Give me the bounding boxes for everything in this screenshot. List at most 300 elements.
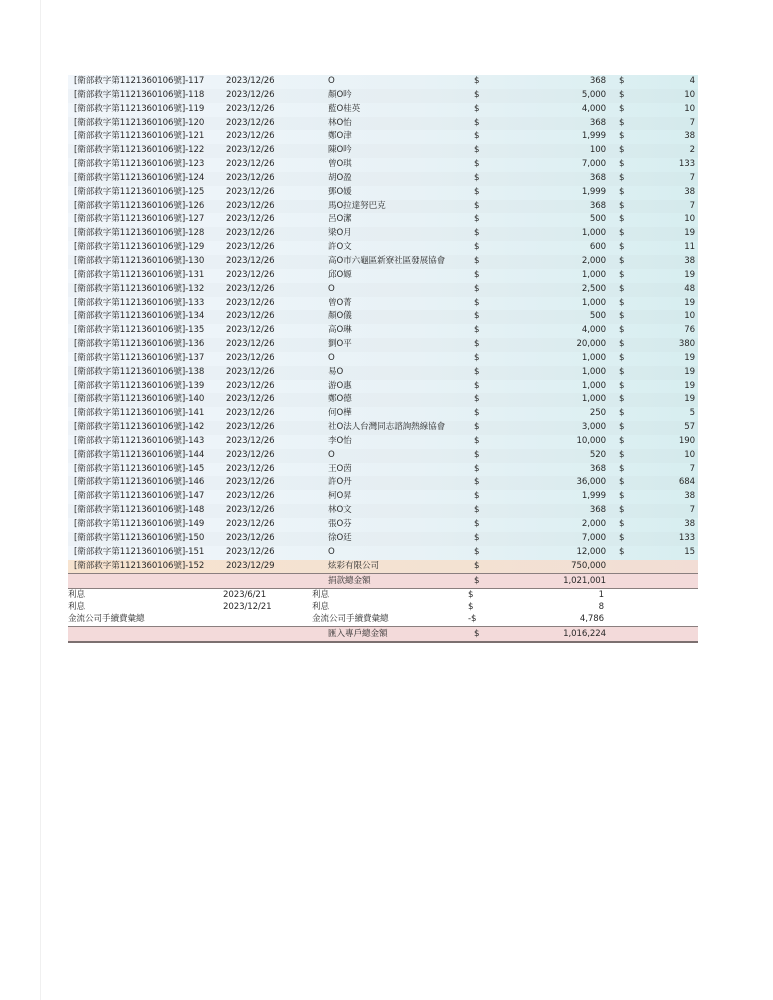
record-id: [衛部救字第1121360106號]-132 bbox=[74, 283, 205, 294]
donor-name: 張O芬 bbox=[328, 519, 352, 529]
currency-symbol-secondary: $ bbox=[619, 283, 625, 294]
account-total-row bbox=[68, 626, 698, 643]
record-date: 2023/12/26 bbox=[226, 449, 275, 460]
donation-count: 76 bbox=[684, 325, 695, 336]
record-id: [衛部救字第1121360106號]-145 bbox=[74, 463, 205, 474]
donation-amount: 368 bbox=[589, 172, 606, 183]
table-row bbox=[68, 255, 698, 269]
donation-count: 7 bbox=[689, 505, 695, 516]
table-row bbox=[68, 269, 698, 283]
table-row bbox=[68, 241, 698, 255]
currency-symbol: $ bbox=[474, 311, 480, 322]
donation-count: 19 bbox=[684, 228, 695, 239]
table-row bbox=[68, 490, 698, 504]
currency-symbol: $ bbox=[474, 422, 480, 433]
donor-name: O bbox=[328, 352, 335, 363]
record-date: 2023/12/26 bbox=[226, 394, 275, 405]
donor-name: 鄭O津 bbox=[328, 131, 352, 142]
record-date: 2023/12/26 bbox=[226, 242, 275, 253]
donation-count: 19 bbox=[684, 269, 695, 280]
currency-symbol: $ bbox=[474, 380, 480, 391]
table-row bbox=[68, 283, 698, 297]
table-row bbox=[68, 130, 698, 144]
donation-amount: 1,000 bbox=[581, 269, 606, 280]
donation-count: 190 bbox=[678, 435, 695, 446]
currency-symbol: $ bbox=[474, 628, 480, 639]
adjustment-date: 2023/12/21 bbox=[223, 601, 272, 612]
record-date: 2023/12/26 bbox=[226, 546, 275, 557]
currency-symbol: $ bbox=[474, 491, 480, 502]
table-row bbox=[68, 310, 698, 324]
donor-name: 曾O琪 bbox=[328, 159, 352, 170]
currency-symbol-secondary: $ bbox=[619, 339, 625, 350]
currency-symbol-secondary: $ bbox=[619, 532, 625, 543]
record-id: [衛部救字第1121360106號]-131 bbox=[74, 269, 205, 280]
record-date: 2023/12/26 bbox=[226, 505, 275, 516]
table-row bbox=[68, 117, 698, 131]
donor-name: 陳O吟 bbox=[328, 145, 352, 156]
donation-rows bbox=[68, 75, 698, 560]
donation-amount: 368 bbox=[589, 200, 606, 211]
currency-symbol: $ bbox=[474, 477, 480, 488]
donation-amount: 2,000 bbox=[581, 255, 606, 266]
donor-name: 高O琳 bbox=[328, 325, 352, 336]
donor-name: 顏O儀 bbox=[328, 311, 352, 322]
adjustment-item: 利息 bbox=[68, 589, 85, 600]
table-row bbox=[68, 380, 698, 394]
donation-count: 7 bbox=[689, 117, 695, 128]
table-row bbox=[68, 352, 698, 366]
donor-name: 游O惠 bbox=[328, 380, 352, 391]
currency-symbol: $ bbox=[474, 532, 480, 543]
currency-symbol-secondary: $ bbox=[619, 477, 625, 488]
currency-symbol: $ bbox=[474, 297, 480, 308]
donor-name: 社O法人台灣同志諮詢熱線協會 bbox=[328, 422, 446, 433]
donation-amount: 2,000 bbox=[581, 519, 606, 529]
donation-count: 19 bbox=[684, 380, 695, 391]
record-date: 2023/12/26 bbox=[226, 297, 275, 308]
table-row bbox=[68, 407, 698, 421]
currency-symbol: $ bbox=[474, 435, 480, 446]
record-date: 2023/12/26 bbox=[226, 463, 275, 474]
donation-amount: 2,500 bbox=[581, 283, 606, 294]
currency-symbol-secondary: $ bbox=[619, 352, 625, 363]
table-row bbox=[68, 449, 698, 463]
currency-symbol-secondary: $ bbox=[619, 422, 625, 433]
table-row bbox=[68, 504, 698, 518]
currency-symbol: $ bbox=[474, 339, 480, 350]
donor-name: 炫彩有限公司 bbox=[328, 560, 379, 571]
donation-amount: 520 bbox=[589, 449, 606, 460]
donor-name: O bbox=[328, 283, 335, 294]
record-id: [衛部救字第1121360106號]-134 bbox=[74, 311, 205, 322]
record-id: [衛部救字第1121360106號]-128 bbox=[74, 228, 205, 239]
currency-symbol: $ bbox=[468, 601, 474, 612]
currency-symbol: $ bbox=[474, 172, 480, 183]
donation-count: 38 bbox=[684, 131, 695, 142]
currency-symbol: $ bbox=[474, 394, 480, 405]
donation-ledger-table bbox=[68, 75, 698, 643]
record-id: [衛部救字第1121360106號]-150 bbox=[74, 532, 205, 543]
currency-symbol-secondary: $ bbox=[619, 103, 625, 114]
record-id: [衛部救字第1121360106號]-144 bbox=[74, 449, 205, 460]
record-id: [衛部救字第1121360106號]-119 bbox=[74, 103, 205, 114]
record-id: [衛部救字第1121360106號]-148 bbox=[74, 505, 205, 516]
table-row bbox=[68, 103, 698, 117]
account-total-amount: 1,016,224 bbox=[563, 628, 606, 639]
currency-symbol-secondary: $ bbox=[619, 76, 625, 86]
donor-name: 王O茵 bbox=[328, 463, 352, 474]
donation-amount: 36,000 bbox=[576, 477, 606, 488]
currency-symbol-secondary: $ bbox=[619, 200, 625, 211]
record-date: 2023/12/26 bbox=[226, 532, 275, 543]
currency-symbol-secondary: $ bbox=[619, 228, 625, 239]
table-row bbox=[68, 476, 698, 490]
currency-symbol: $ bbox=[474, 186, 480, 197]
donation-amount: 368 bbox=[589, 117, 606, 128]
currency-symbol-secondary: $ bbox=[619, 519, 625, 529]
donation-amount: 750,000 bbox=[571, 560, 606, 571]
currency-symbol-secondary: $ bbox=[619, 242, 625, 253]
adjustment-date: 2023/6/21 bbox=[223, 589, 267, 600]
currency-symbol-secondary: $ bbox=[619, 145, 625, 156]
record-id: [衛部救字第1121360106號]-117 bbox=[74, 76, 205, 86]
donor-name: 胡O盈 bbox=[328, 172, 352, 183]
currency-symbol: $ bbox=[474, 505, 480, 516]
donation-amount: 20,000 bbox=[576, 339, 606, 350]
currency-symbol-secondary: $ bbox=[619, 491, 625, 502]
record-id: [衛部救字第1121360106號]-129 bbox=[74, 242, 205, 253]
table-row bbox=[68, 213, 698, 227]
donation-amount: 368 bbox=[589, 76, 606, 86]
record-id: [衛部救字第1121360106號]-121 bbox=[74, 131, 205, 142]
donation-amount: 100 bbox=[589, 145, 606, 156]
record-date: 2023/12/26 bbox=[226, 117, 275, 128]
adjustment-amount: 8 bbox=[598, 601, 604, 612]
donation-total-label: 捐款總金額 bbox=[328, 575, 371, 586]
record-id: [衛部救字第1121360106號]-133 bbox=[74, 297, 205, 308]
donor-name: 李O怡 bbox=[328, 435, 352, 446]
currency-symbol-secondary: $ bbox=[619, 269, 625, 280]
donation-count: 10 bbox=[684, 103, 695, 114]
record-id: [衛部救字第1121360106號]-135 bbox=[74, 325, 205, 336]
donation-amount: 1,000 bbox=[581, 352, 606, 363]
donation-count: 7 bbox=[689, 172, 695, 183]
table-row bbox=[68, 144, 698, 158]
adjustment-row bbox=[68, 589, 698, 601]
donation-amount: 1,000 bbox=[581, 394, 606, 405]
donation-amount: 368 bbox=[589, 463, 606, 474]
donation-amount: 1,000 bbox=[581, 366, 606, 377]
record-date: 2023/12/26 bbox=[226, 339, 275, 350]
record-id: [衛部救字第1121360106號]-122 bbox=[74, 145, 205, 156]
donor-name: 邱O嫄 bbox=[328, 269, 352, 280]
donor-name: 高O市六龜區新寮社區發展協會 bbox=[328, 255, 446, 266]
record-id: [衛部救字第1121360106號]-137 bbox=[74, 352, 205, 363]
currency-symbol-secondary: $ bbox=[619, 214, 625, 225]
record-id: [衛部救字第1121360106號]-139 bbox=[74, 380, 205, 391]
record-id: [衛部救字第1121360106號]-136 bbox=[74, 339, 205, 350]
currency-symbol: $ bbox=[474, 560, 480, 571]
donation-count: 38 bbox=[684, 186, 695, 197]
record-date: 2023/12/26 bbox=[226, 214, 275, 225]
table-row bbox=[68, 338, 698, 352]
record-date: 2023/12/26 bbox=[226, 76, 275, 86]
record-id: [衛部救字第1121360106號]-152 bbox=[74, 560, 205, 571]
currency-symbol: $ bbox=[474, 408, 480, 419]
currency-symbol: $ bbox=[474, 228, 480, 239]
table-row bbox=[68, 518, 698, 532]
adjustment-name: 利息 bbox=[312, 589, 329, 600]
currency-symbol-secondary: $ bbox=[619, 311, 625, 322]
table-row bbox=[68, 463, 698, 477]
currency-symbol: $ bbox=[474, 366, 480, 377]
donation-amount: 1,999 bbox=[581, 131, 606, 142]
donation-total-amount: 1,021,001 bbox=[563, 575, 606, 586]
donation-amount: 3,000 bbox=[581, 422, 606, 433]
donation-amount: 7,000 bbox=[581, 532, 606, 543]
donation-amount: 600 bbox=[589, 242, 606, 253]
currency-symbol: $ bbox=[474, 519, 480, 529]
donation-amount: 5,000 bbox=[581, 89, 606, 100]
record-id: [衛部救字第1121360106號]-141 bbox=[74, 408, 205, 419]
record-id: [衛部救字第1121360106號]-143 bbox=[74, 435, 205, 446]
donation-amount: 10,000 bbox=[576, 435, 606, 446]
donor-name: 劉O平 bbox=[328, 339, 352, 350]
adjustment-item: 利息 bbox=[68, 601, 85, 612]
donation-count: 38 bbox=[684, 519, 695, 529]
record-id: [衛部救字第1121360106號]-147 bbox=[74, 491, 205, 502]
record-date: 2023/12/26 bbox=[226, 186, 275, 197]
donation-count: 133 bbox=[678, 532, 695, 543]
currency-symbol: $ bbox=[474, 255, 480, 266]
donation-count: 133 bbox=[678, 159, 695, 170]
currency-symbol-secondary: $ bbox=[619, 172, 625, 183]
record-date: 2023/12/26 bbox=[226, 311, 275, 322]
record-id: [衛部救字第1121360106號]-125 bbox=[74, 186, 205, 197]
currency-symbol-secondary: $ bbox=[619, 394, 625, 405]
donation-amount: 368 bbox=[589, 505, 606, 516]
adjustment-item: 金流公司手續費彙總 bbox=[68, 614, 145, 625]
donation-count: 380 bbox=[678, 339, 695, 350]
donor-name: 馬O拉達努巴克 bbox=[328, 200, 386, 211]
currency-symbol: $ bbox=[474, 145, 480, 156]
donation-count: 11 bbox=[684, 242, 695, 253]
currency-symbol-secondary: $ bbox=[619, 131, 625, 142]
currency-symbol: $ bbox=[474, 283, 480, 294]
donation-count: 10 bbox=[684, 311, 695, 322]
donation-count: 2 bbox=[689, 145, 695, 156]
donation-count: 10 bbox=[684, 214, 695, 225]
donation-count: 57 bbox=[684, 422, 695, 433]
record-id: [衛部救字第1121360106號]-126 bbox=[74, 200, 205, 211]
donation-amount: 250 bbox=[589, 408, 606, 419]
table-row bbox=[68, 324, 698, 338]
page-edge bbox=[40, 0, 41, 1000]
currency-symbol-secondary: $ bbox=[619, 89, 625, 100]
donor-name: 藍O桂英 bbox=[328, 103, 361, 114]
donor-name: 鄭O德 bbox=[328, 394, 352, 405]
donation-count: 19 bbox=[684, 394, 695, 405]
donation-count: 19 bbox=[684, 352, 695, 363]
currency-symbol: $ bbox=[474, 449, 480, 460]
record-id: [衛部救字第1121360106號]-138 bbox=[74, 366, 205, 377]
record-date: 2023/12/26 bbox=[226, 519, 275, 529]
record-id: [衛部救字第1121360106號]-149 bbox=[74, 519, 205, 529]
currency-symbol-secondary: $ bbox=[619, 186, 625, 197]
table-row bbox=[68, 546, 698, 560]
currency-symbol-secondary: $ bbox=[619, 366, 625, 377]
currency-symbol-secondary: $ bbox=[619, 463, 625, 474]
currency-symbol-secondary: $ bbox=[619, 117, 625, 128]
table-row bbox=[68, 75, 698, 89]
record-id: [衛部救字第1121360106號]-120 bbox=[74, 117, 205, 128]
currency-symbol-secondary: $ bbox=[619, 546, 625, 557]
currency-symbol: $ bbox=[474, 214, 480, 225]
donation-amount: 1,000 bbox=[581, 297, 606, 308]
record-id: [衛部救字第1121360106號]-140 bbox=[74, 394, 205, 405]
currency-symbol: $ bbox=[474, 103, 480, 114]
record-id: [衛部救字第1121360106號]-127 bbox=[74, 214, 205, 225]
adjustment-name: 金流公司手續費彙總 bbox=[312, 614, 389, 625]
donor-name: 林O文 bbox=[328, 505, 352, 516]
donor-name: 柯O昇 bbox=[328, 491, 352, 502]
record-date: 2023/12/26 bbox=[226, 269, 275, 280]
record-date: 2023/12/26 bbox=[226, 283, 275, 294]
donor-name: 鄧O媛 bbox=[328, 186, 352, 197]
donation-amount: 500 bbox=[589, 214, 606, 225]
adjustment-row bbox=[68, 613, 698, 625]
record-date: 2023/12/26 bbox=[226, 366, 275, 377]
donation-amount: 4,000 bbox=[581, 325, 606, 336]
table-row bbox=[68, 186, 698, 200]
record-date: 2023/12/26 bbox=[226, 131, 275, 142]
currency-symbol-secondary: $ bbox=[619, 325, 625, 336]
donation-count: 7 bbox=[689, 200, 695, 211]
record-id: [衛部救字第1121360106號]-118 bbox=[74, 89, 205, 100]
table-row bbox=[68, 421, 698, 435]
table-row bbox=[68, 393, 698, 407]
currency-symbol-secondary: $ bbox=[619, 449, 625, 460]
donor-name: O bbox=[328, 449, 335, 460]
table-row bbox=[68, 435, 698, 449]
currency-symbol-secondary: $ bbox=[619, 408, 625, 419]
donor-name: 何O樺 bbox=[328, 408, 352, 419]
table-row bbox=[68, 227, 698, 241]
currency-symbol: $ bbox=[474, 546, 480, 557]
account-total-label: 匯入專戶總金額 bbox=[328, 628, 388, 639]
currency-symbol: $ bbox=[474, 352, 480, 363]
record-id: [衛部救字第1121360106號]-142 bbox=[74, 422, 205, 433]
donation-count: 48 bbox=[684, 283, 695, 294]
record-date: 2023/12/26 bbox=[226, 422, 275, 433]
record-date: 2023/12/29 bbox=[226, 560, 275, 571]
currency-symbol: $ bbox=[474, 76, 480, 86]
record-date: 2023/12/26 bbox=[226, 172, 275, 183]
donation-count: 684 bbox=[678, 477, 695, 488]
record-date: 2023/12/26 bbox=[226, 352, 275, 363]
record-date: 2023/12/26 bbox=[226, 325, 275, 336]
donor-name: 梁O月 bbox=[328, 228, 352, 239]
record-date: 2023/12/26 bbox=[226, 408, 275, 419]
table-row bbox=[68, 532, 698, 546]
currency-symbol: -$ bbox=[468, 614, 477, 625]
record-date: 2023/12/26 bbox=[226, 380, 275, 391]
adjustment-amount: 4,786 bbox=[579, 614, 604, 625]
donation-count: 38 bbox=[684, 255, 695, 266]
donor-name: 呂O潔 bbox=[328, 214, 352, 225]
currency-symbol-secondary: $ bbox=[619, 380, 625, 391]
currency-symbol-secondary: $ bbox=[619, 255, 625, 266]
donation-count: 15 bbox=[684, 546, 695, 557]
record-date: 2023/12/26 bbox=[226, 89, 275, 100]
currency-symbol: $ bbox=[474, 200, 480, 211]
donor-name: 許O文 bbox=[328, 242, 352, 253]
currency-symbol-secondary: $ bbox=[619, 505, 625, 516]
donation-count: 38 bbox=[684, 491, 695, 502]
donation-total-row bbox=[68, 573, 698, 589]
record-date: 2023/12/26 bbox=[226, 477, 275, 488]
currency-symbol: $ bbox=[474, 463, 480, 474]
table-row bbox=[68, 172, 698, 186]
record-date: 2023/12/26 bbox=[226, 255, 275, 266]
table-row bbox=[68, 158, 698, 172]
donation-count: 7 bbox=[689, 463, 695, 474]
adjustment-name: 利息 bbox=[312, 601, 329, 612]
donation-amount: 4,000 bbox=[581, 103, 606, 114]
donation-count: 10 bbox=[684, 89, 695, 100]
donation-amount: 1,999 bbox=[581, 186, 606, 197]
donor-name: 林O怡 bbox=[328, 117, 352, 128]
currency-symbol-secondary: $ bbox=[619, 297, 625, 308]
donor-name: O bbox=[328, 76, 335, 86]
record-date: 2023/12/26 bbox=[226, 228, 275, 239]
record-id: [衛部救字第1121360106號]-124 bbox=[74, 172, 205, 183]
table-row bbox=[68, 297, 698, 311]
donor-name: O bbox=[328, 546, 335, 557]
currency-symbol: $ bbox=[468, 589, 474, 600]
donor-name: 許O丹 bbox=[328, 477, 352, 488]
record-id: [衛部救字第1121360106號]-123 bbox=[74, 159, 205, 170]
currency-symbol-secondary: $ bbox=[619, 435, 625, 446]
donation-amount: 12,000 bbox=[576, 546, 606, 557]
donor-name: 曾O菁 bbox=[328, 297, 352, 308]
currency-symbol: $ bbox=[474, 89, 480, 100]
currency-symbol: $ bbox=[474, 575, 480, 586]
record-id: [衛部救字第1121360106號]-146 bbox=[74, 477, 205, 488]
table-row bbox=[68, 366, 698, 380]
record-date: 2023/12/26 bbox=[226, 145, 275, 156]
adjustment-amount: 1 bbox=[598, 589, 604, 600]
donor-name: 徐O廷 bbox=[328, 532, 352, 543]
donation-amount: 7,000 bbox=[581, 159, 606, 170]
donation-count: 10 bbox=[684, 449, 695, 460]
donation-count: 19 bbox=[684, 297, 695, 308]
currency-symbol: $ bbox=[474, 131, 480, 142]
currency-symbol: $ bbox=[474, 325, 480, 336]
donation-amount: 1,000 bbox=[581, 380, 606, 391]
record-id: [衛部救字第1121360106號]-151 bbox=[74, 546, 205, 557]
adjustment-row bbox=[68, 601, 698, 613]
donor-name: 顏O吟 bbox=[328, 89, 352, 100]
currency-symbol: $ bbox=[474, 242, 480, 253]
donation-count: 4 bbox=[689, 76, 695, 86]
record-date: 2023/12/26 bbox=[226, 103, 275, 114]
donation-count: 19 bbox=[684, 366, 695, 377]
record-date: 2023/12/26 bbox=[226, 435, 275, 446]
record-date: 2023/12/26 bbox=[226, 159, 275, 170]
currency-symbol: $ bbox=[474, 117, 480, 128]
